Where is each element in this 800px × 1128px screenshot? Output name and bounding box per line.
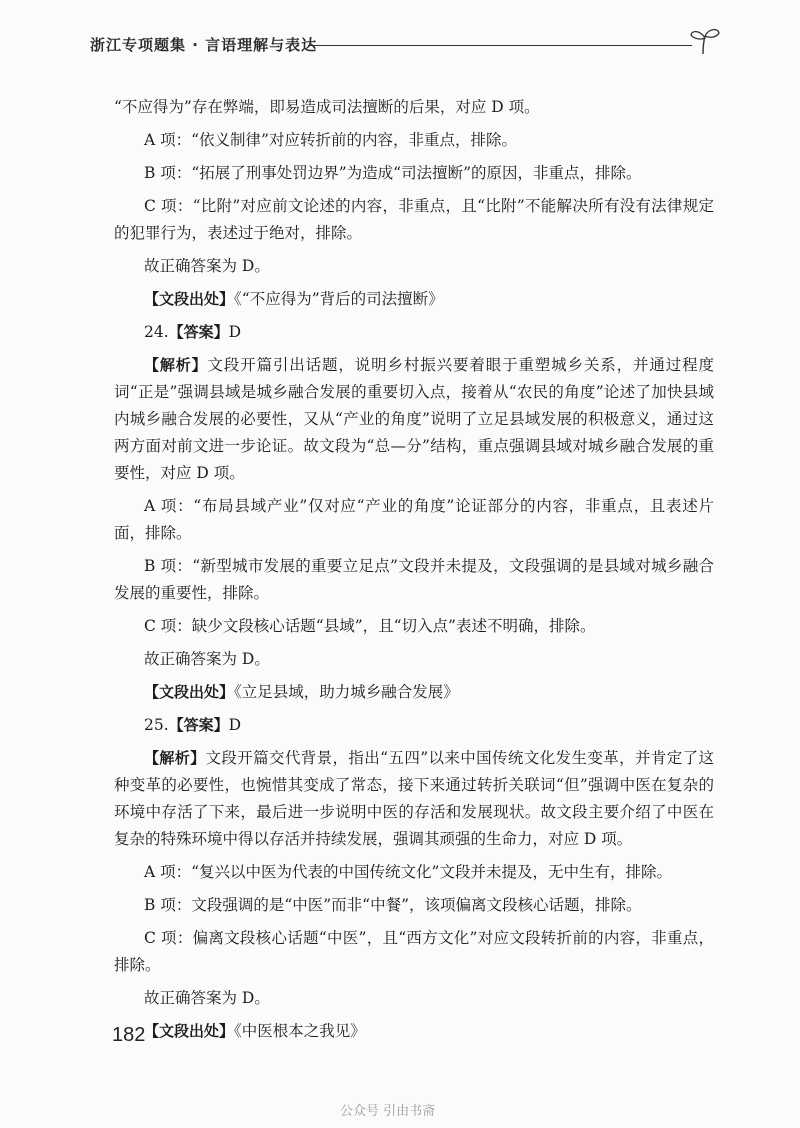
paragraph: [114, 892, 714, 919]
header-rule: [308, 45, 692, 46]
answer-explanations: [114, 94, 714, 1051]
section-label: 【文段出处】: [144, 1022, 235, 1040]
paragraph-text: 文段开篇交代背景，指出“五四”以来中国传统文化发生变革，并肯定了这种变革的必要性，也惋惜其变成了常态，接下来通过转折关联词“但”强调中医在复杂的环境中存活了下来，最后进一步说明中医的存活和发展现状。故文段主要介绍了中医在复杂的特殊环境中得以存活并持续发展，强调其顽强的生命力，对应 D 项。: [114, 749, 714, 848]
paragraph-text: 故正确答案为 D。: [144, 650, 270, 668]
paragraph-text: “不应得为”存在弊端，即易造成司法擅断的后果，对应 D 项。: [114, 98, 540, 116]
paragraph-text: A 项：“布局县域产业”仅对应“产业的角度”论证部分的内容，非重点，且表述片面，排除。: [114, 497, 714, 542]
paragraph-text: 故正确答案为 D。: [144, 989, 270, 1007]
paragraph: [114, 1018, 714, 1045]
paragraph-text: C 项：“比附”对应前文论述的内容，非重点，且“比附”不能解决所有没有法律规定的犯罪行为，表述过于绝对，排除。: [114, 197, 714, 242]
paragraph-text: C 项：偏离文段核心话题“中医”，且“西方文化”对应文段转折前的内容，非重点，排除。: [114, 929, 714, 974]
page-number: 182: [112, 1024, 146, 1046]
paragraph: [114, 193, 714, 247]
paragraph-text: D: [228, 323, 242, 341]
paragraph-text: B 项：“新型城市发展的重要立足点”文段并未提及，文段强调的是县域对城乡融合发展的重要性，排除。: [114, 557, 714, 602]
paragraph: [114, 253, 714, 280]
paragraph: [114, 319, 714, 346]
paragraph-text: 《“不应得为”背后的司法擅断》: [234, 290, 444, 308]
section-label: 【答案】: [168, 716, 229, 734]
paragraph-text: C 项：缺少文段核心话题“县域”，且“切入点”表述不明确，排除。: [144, 617, 596, 635]
paragraph-text: 故正确答案为 D。: [144, 257, 270, 275]
section-label: 【解析】: [144, 749, 206, 767]
paragraph: [114, 679, 714, 706]
paragraph: [114, 985, 714, 1012]
paragraph: [114, 925, 714, 979]
question-number: 24.: [144, 323, 169, 341]
section-label: 【解析】: [144, 356, 208, 374]
paragraph-text: A 项：“依义制律”对应转折前的内容，非重点，排除。: [144, 131, 517, 149]
section-label: 【答案】: [168, 323, 229, 341]
question-number: 25.: [144, 716, 169, 734]
section-label: 【文段出处】: [144, 290, 235, 308]
paragraph-text: 《中医根本之我见》: [234, 1022, 366, 1040]
paragraph: [114, 613, 714, 640]
paragraph-text: 文段开篇引出话题，说明乡村振兴要着眼于重塑城乡关系，并通过程度词“正是”强调县域是城乡融合发展的重要切入点，接着从“农民的角度”论述了加快县域内城乡融合发展的必要性，又从“产业的角度”说明了立足县域发展的积极意义，通过这两方面对前文进一步论证。故文段为“总—分”结构，重点强调县域对城乡融合发展的重要性，对应 D 项。: [114, 356, 714, 482]
header-title: 浙江专项题集 · 言语理解与表达: [90, 36, 318, 54]
sprout-icon: [688, 26, 722, 56]
running-header: [90, 34, 722, 58]
paragraph: [114, 859, 714, 886]
paragraph-text: B 项：文段强调的是“中医”而非“中餐”，该项偏离文段核心话题，排除。: [144, 896, 642, 914]
paragraph-text: 《立足县域，助力城乡融合发展》: [234, 683, 459, 701]
paragraph: [114, 745, 714, 853]
paragraph: [114, 160, 714, 187]
paragraph-text: A 项：“复兴以中医为代表的中国传统文化”文段并未提及，无中生有，排除。: [144, 863, 672, 881]
paragraph: [114, 352, 714, 487]
paragraph: [114, 553, 714, 607]
paragraph: [114, 286, 714, 313]
paragraph: [114, 712, 714, 739]
paragraph-text: D: [228, 716, 242, 734]
paragraph: [114, 493, 714, 547]
paragraph: [114, 94, 714, 121]
section-label: 【文段出处】: [144, 683, 235, 701]
paragraph: [114, 646, 714, 673]
paragraph-text: B 项：“拓展了刑事处罚边界”为造成“司法擅断”的原因，非重点，排除。: [144, 164, 642, 182]
paragraph: [114, 127, 714, 154]
watermark: 公众号 引由书斋: [340, 1104, 436, 1119]
